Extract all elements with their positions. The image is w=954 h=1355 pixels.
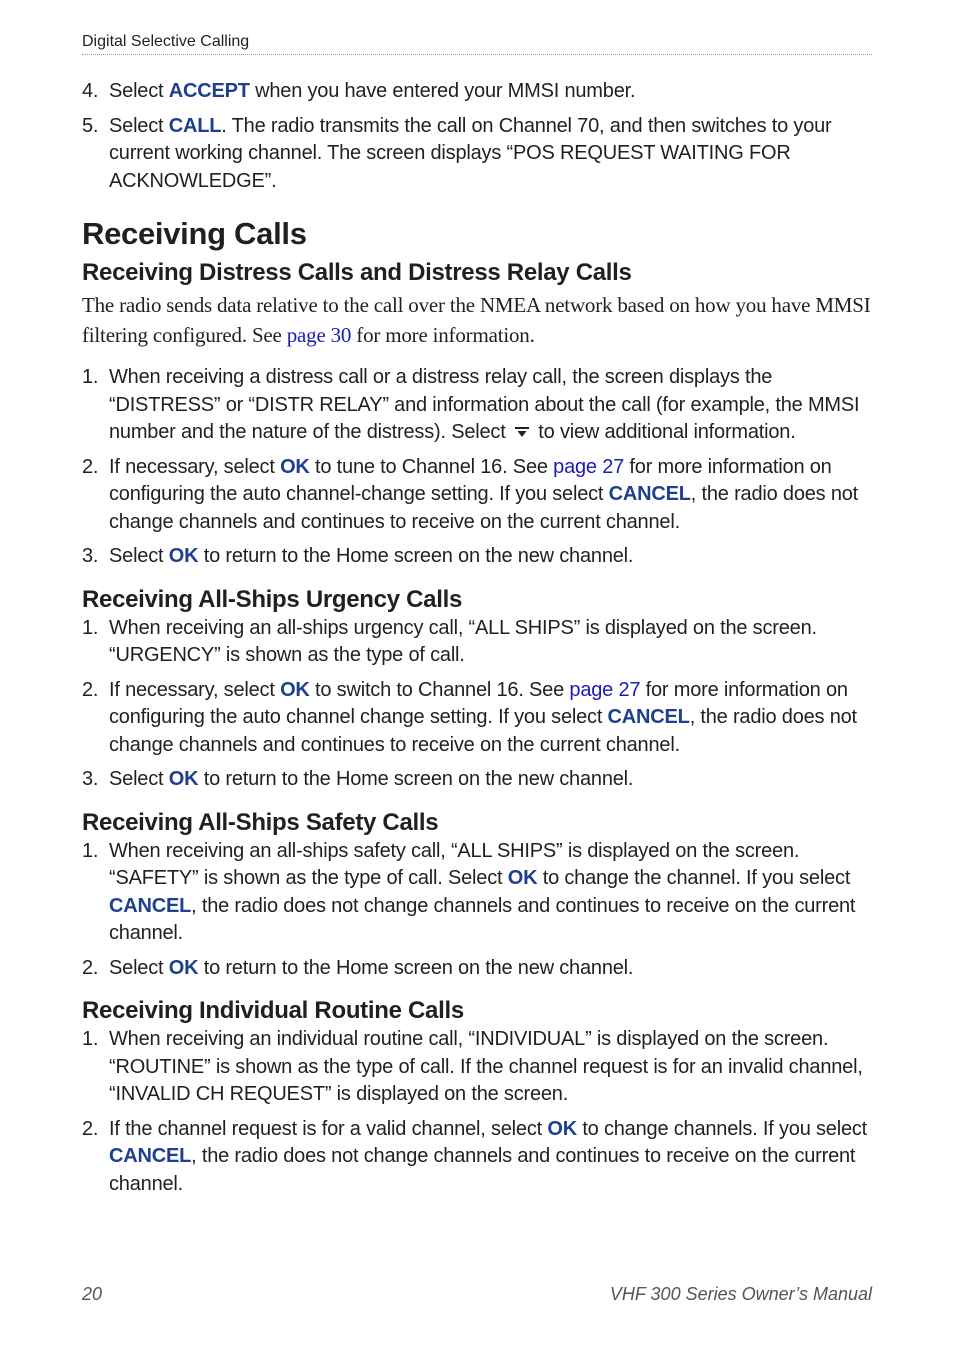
step-text: Select bbox=[109, 545, 169, 567]
intro-steps bbox=[82, 78, 872, 195]
ok-keyword: OK bbox=[168, 545, 199, 567]
step-number: 1. bbox=[82, 366, 99, 388]
step-text: , the radio does not change channels and continues to receive on the current channel. bbox=[109, 706, 857, 756]
distress-steps bbox=[82, 364, 872, 571]
step-text: If the channel request is for a valid channel, select bbox=[109, 1117, 548, 1140]
distress-heading: Receiving Distress Calls and Distress Relay Calls bbox=[82, 259, 632, 286]
ok-keyword: OK bbox=[507, 867, 538, 889]
page-content bbox=[82, 78, 872, 1198]
step-text: , the radio does not change channels and continues to receive on the current channel. bbox=[109, 1145, 856, 1195]
ok-keyword: OK bbox=[280, 678, 310, 701]
step-text: to tune to Channel 16. See bbox=[309, 455, 554, 478]
step-number: 1. bbox=[82, 839, 99, 862]
step-text: Select bbox=[109, 956, 169, 979]
step-text: for more information on configuring the auto channel-change setting. If you select bbox=[109, 455, 832, 505]
accept-keyword: ACCEPT bbox=[168, 80, 250, 102]
step-number: 4. bbox=[82, 80, 99, 102]
section-title: Receiving Calls bbox=[82, 216, 307, 251]
step-text: , the radio does not change channels and continues to receive on the current channel. bbox=[109, 894, 856, 944]
list-item bbox=[82, 1026, 872, 1109]
list-item bbox=[82, 543, 872, 571]
step-text: , the radio does not change channels and continues to receive on the current channel. bbox=[109, 483, 859, 533]
distress-paragraph bbox=[82, 290, 872, 350]
safety-steps bbox=[82, 838, 872, 983]
step-text: If necessary, select bbox=[109, 455, 281, 478]
step-text: to return to the Home screen on the new channel. bbox=[198, 545, 634, 567]
page-27-link[interactable]: page 27 bbox=[553, 455, 625, 478]
ok-keyword: OK bbox=[280, 455, 310, 478]
paragraph-text: for more information. bbox=[351, 323, 535, 347]
step-text: to change the channel. If you select bbox=[537, 867, 851, 889]
urgency-heading: Receiving All-Ships Urgency Calls bbox=[82, 585, 462, 613]
step-text: When receiving a distress call or a distress relay call, the screen displays the “DISTRESS” or “DISTR RELAY” and information about the call (for example, the MMSI number and the nature of the distress). Select bbox=[109, 366, 860, 443]
list-item bbox=[82, 677, 872, 760]
step-text: . The radio transmits the call on Channel 70, and then switches to your current working channel. The screen displays “POS REQUEST WAITING FOR ACKNOWLEDGE”. bbox=[109, 114, 832, 192]
cancel-keyword: CANCEL bbox=[109, 894, 192, 917]
step-text: Select bbox=[109, 114, 169, 137]
step-number: 2. bbox=[82, 956, 99, 979]
urgency-steps bbox=[82, 615, 872, 794]
list-item bbox=[82, 766, 872, 794]
step-text: When receiving an all-ships safety call, “ALL SHIPS” is displayed on the screen. “SAFETY” is shown as the type of call. Select bbox=[109, 839, 800, 889]
list-item bbox=[82, 615, 872, 670]
ok-keyword: OK bbox=[168, 768, 199, 790]
call-keyword: CALL bbox=[168, 114, 222, 137]
step-number: 5. bbox=[82, 114, 99, 137]
step-text: Select bbox=[109, 80, 169, 102]
list-item bbox=[82, 364, 872, 447]
manual-title: VHF 300 Series Owner’s Manual bbox=[609, 1284, 872, 1304]
list-item bbox=[82, 955, 872, 983]
step-number: 2. bbox=[82, 678, 99, 701]
step-number: 2. bbox=[82, 455, 99, 478]
routine-steps bbox=[82, 1026, 872, 1198]
list-item bbox=[82, 78, 872, 106]
step-number: 1. bbox=[82, 1028, 99, 1050]
step-text: for more information on configuring the auto channel change setting. If you select bbox=[109, 678, 848, 728]
step-number: 2. bbox=[82, 1117, 99, 1140]
cancel-keyword: CANCEL bbox=[109, 1145, 192, 1167]
routine-heading: Receiving Individual Routine Calls bbox=[82, 997, 464, 1024]
step-text: to return to the Home screen on the new channel. bbox=[198, 956, 634, 979]
running-header: Digital Selective Calling bbox=[82, 32, 872, 55]
page-30-link[interactable]: page 30 bbox=[286, 323, 352, 347]
step-text: to switch to Channel 16. See bbox=[309, 678, 570, 701]
list-item bbox=[82, 838, 872, 948]
cancel-keyword: CANCEL bbox=[607, 706, 690, 728]
safety-heading: Receiving All-Ships Safety Calls bbox=[82, 808, 439, 836]
page-number: 20 bbox=[82, 1284, 103, 1304]
step-text: When receiving an all-ships urgency call, “ALL SHIPS” is displayed on the screen. “URGENCY” is shown as the type of call. bbox=[109, 616, 817, 666]
step-text: When receiving an individual routine call, “INDIVIDUAL” is displayed on the screen. “ROUTINE” is shown as the type of call. If the channel request is for an invalid channel, “INVALID CH REQUEST” is displayed on the screen. bbox=[109, 1028, 863, 1105]
paragraph-text: The radio sends data relative to the call over the NMEA network based on how you have MMSI filtering configured. See bbox=[82, 293, 871, 347]
step-text: to return to the Home screen on the new channel. bbox=[198, 768, 634, 790]
list-item bbox=[82, 454, 872, 537]
cancel-keyword: CANCEL bbox=[608, 483, 691, 505]
list-item bbox=[82, 1116, 872, 1199]
ok-keyword: OK bbox=[168, 956, 199, 979]
ok-keyword: OK bbox=[547, 1117, 577, 1140]
step-text: to view additional information. bbox=[532, 421, 796, 443]
step-text: Select bbox=[109, 768, 169, 790]
list-item bbox=[82, 113, 872, 196]
step-text: when you have entered your MMSI number. bbox=[249, 80, 636, 102]
step-text: If necessary, select bbox=[109, 678, 281, 701]
page-27-link[interactable]: page 27 bbox=[569, 678, 641, 701]
step-number: 3. bbox=[82, 545, 99, 567]
menu-down-icon bbox=[514, 425, 530, 439]
step-number: 3. bbox=[82, 768, 99, 790]
step-number: 1. bbox=[82, 616, 99, 639]
step-text: to change channels. If you select bbox=[576, 1117, 868, 1140]
